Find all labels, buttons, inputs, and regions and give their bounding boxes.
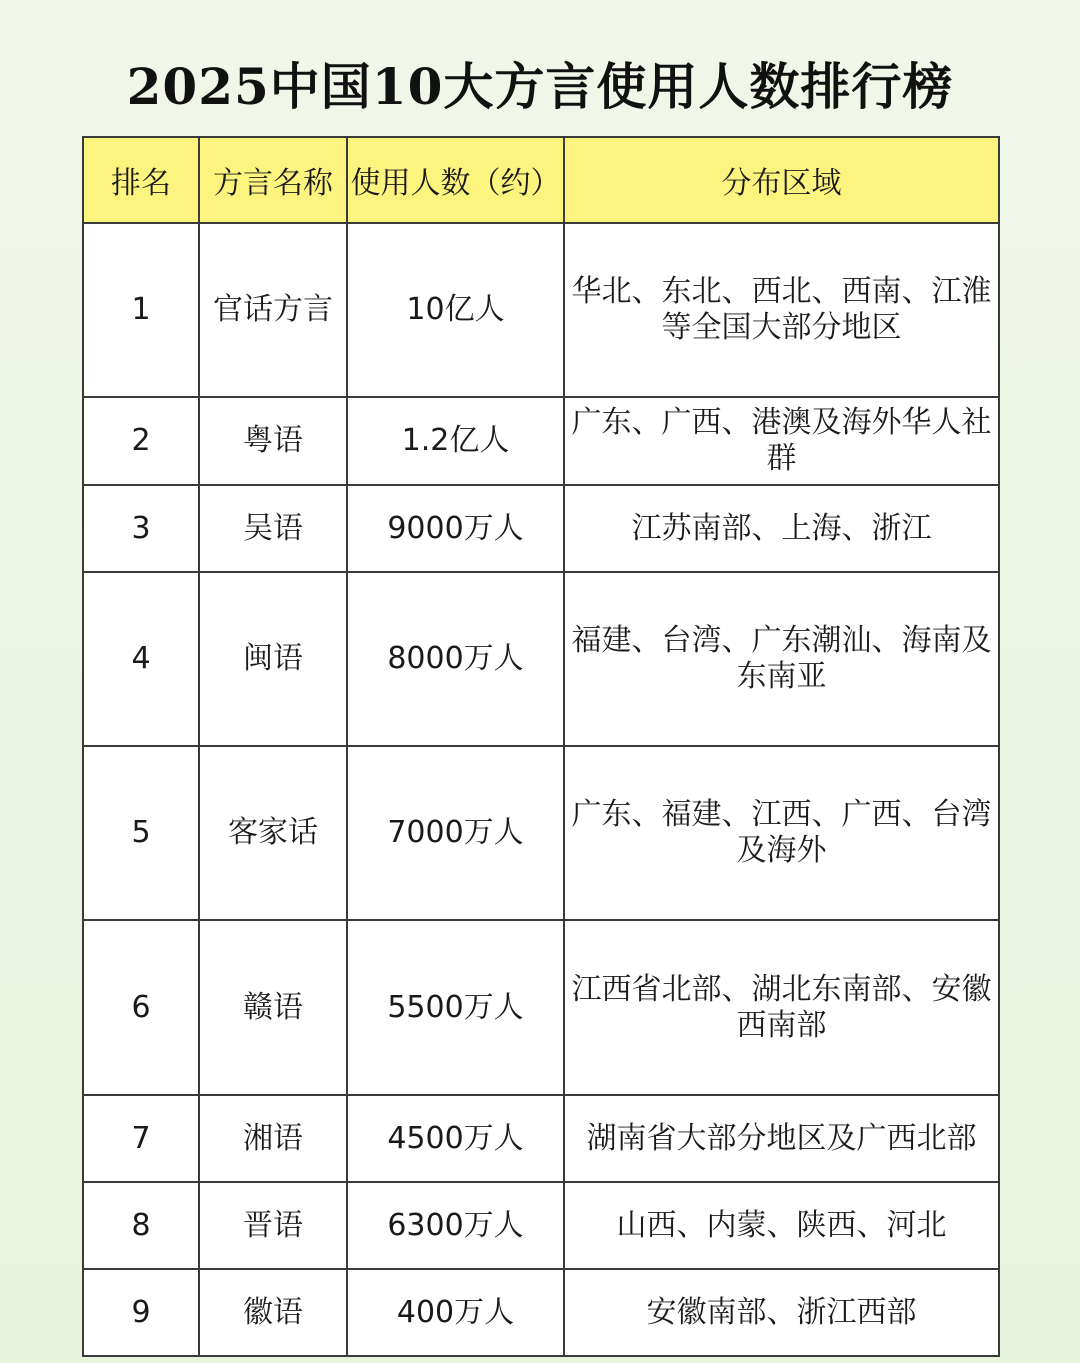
table-row [83,223,999,397]
table-row [83,920,999,1095]
cell-region: 山西、内蒙、陕西、河北 [564,1182,999,1269]
cell-speakers: 9000万人 [347,485,564,572]
cell-rank: 4 [83,572,199,746]
table-row [83,397,999,485]
table-header-row [83,137,999,223]
table-row [83,746,999,920]
cell-region: 安徽南部、浙江西部 [564,1269,999,1356]
cell-speakers: 5500万人 [347,920,564,1095]
cell-region: 湖南省大部分地区及广西北部 [564,1095,999,1182]
cell-region: 福建、台湾、广东潮汕、海南及东南亚 [564,572,999,746]
cell-name: 官话方言 [199,223,347,397]
table-row [83,572,999,746]
cell-name: 徽语 [199,1269,347,1356]
cell-name: 吴语 [199,485,347,572]
cell-speakers: 7000万人 [347,746,564,920]
cell-region: 华北、东北、西北、西南、江淮等全国大部分地区 [564,223,999,397]
header-rank: 排名 [83,137,199,223]
cell-rank: 7 [83,1095,199,1182]
header-name: 方言名称 [199,137,347,223]
cell-region: 广东、广西、港澳及海外华人社群 [564,397,999,485]
cell-rank: 1 [83,223,199,397]
cell-speakers: 400万人 [347,1269,564,1356]
table-row [83,485,999,572]
header-region: 分布区域 [564,137,999,223]
cell-rank: 2 [83,397,199,485]
cell-speakers: 8000万人 [347,572,564,746]
table-row [83,1095,999,1182]
cell-speakers: 1.2亿人 [347,397,564,485]
page-title: 2025中国10大方言使用人数排行榜 [126,57,954,116]
header-speakers: 使用人数（约） [347,137,564,223]
cell-rank: 6 [83,920,199,1095]
cell-name: 赣语 [199,920,347,1095]
cell-rank: 8 [83,1182,199,1269]
cell-speakers: 10亿人 [347,223,564,397]
cell-speakers: 4500万人 [347,1095,564,1182]
cell-region: 广东、福建、江西、广西、台湾及海外 [564,746,999,920]
table-row [83,1182,999,1269]
cell-rank: 5 [83,746,199,920]
cell-speakers: 6300万人 [347,1182,564,1269]
dialect-ranking-table [82,136,1000,1357]
cell-rank: 9 [83,1269,199,1356]
cell-name: 客家话 [199,746,347,920]
cell-name: 粤语 [199,397,347,485]
cell-region: 江西省北部、湖北东南部、安徽西南部 [564,920,999,1095]
cell-region: 江苏南部、上海、浙江 [564,485,999,572]
cell-name: 湘语 [199,1095,347,1182]
cell-rank: 3 [83,485,199,572]
cell-name: 晋语 [199,1182,347,1269]
cell-name: 闽语 [199,572,347,746]
table-row [83,1269,999,1356]
